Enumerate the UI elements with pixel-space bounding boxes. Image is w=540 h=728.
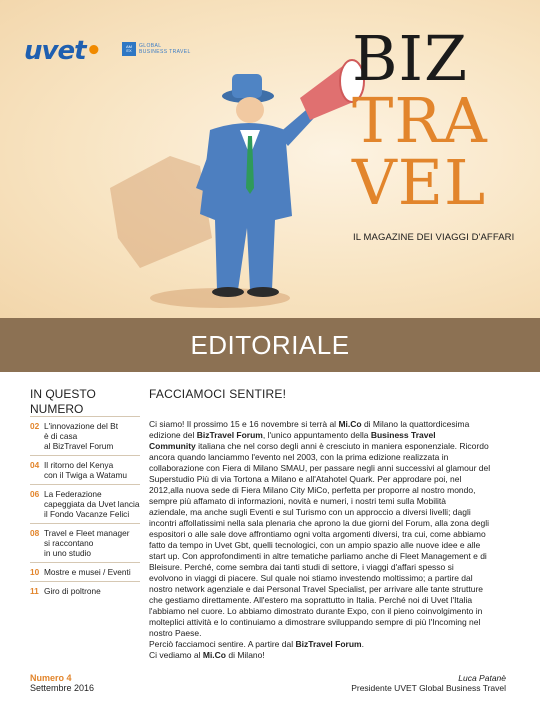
signature xyxy=(351,673,506,693)
toc-item-label: Mostre e musei / Eventi xyxy=(44,567,131,577)
toc-page-number: 02 xyxy=(30,421,40,431)
gbt-line-1: GLOBAL xyxy=(139,43,162,49)
issue-info xyxy=(30,673,94,693)
issue-date: Settembre 2016 xyxy=(30,683,95,693)
toc-item-label: Travel e Fleet manager xyxy=(44,528,130,538)
megaphone-man-illustration xyxy=(100,38,365,316)
toc-heading: IN QUESTO NUMERO xyxy=(30,387,96,416)
article-line: edizione del BizTravel Forum, l'unico appuntamento della Business Travel xyxy=(149,430,436,440)
article-line: start up. Con approfondimenti in altre tematiche parliamo anche di Fleet Management e di xyxy=(149,551,487,561)
article-body xyxy=(149,419,521,661)
toc-item-label: è di casa xyxy=(44,431,78,441)
article-line: molteplici attività e lo continuiamo a dimostrare sviluppando sempre di più l'Incoming nel xyxy=(149,617,481,627)
article-line: collaborazione con Fiera di Milano SMAU, per passare negli anni successivi al glamour del xyxy=(149,463,491,473)
cover-hero xyxy=(0,0,540,318)
toc-item[interactable] xyxy=(30,416,140,455)
toc-item[interactable] xyxy=(30,484,140,523)
toc-item-label: con il Twiga a Watamu xyxy=(44,470,128,480)
toc-list xyxy=(30,416,140,600)
issue-number: Numero 4 xyxy=(30,673,72,683)
article-line: Bleisure. Perché, come sembra dai tanti studi di settore, i viaggi d'affari spesso si xyxy=(149,562,454,572)
article-line: che gestiamo direttamente. All'estero ma soprattutto in Italia. Perché noi di Uvet l'Italia xyxy=(149,595,473,605)
article-line: fatto da tempo in Uvet Gbt, quelli tecnologici, con un ampio spazio alle nuove idee e alle xyxy=(149,540,481,550)
article-line: aziendale, ma anche sugli Eventi e sul Turismo con un approccio a diversi livelli; dagli xyxy=(149,507,471,517)
author-role: Presidente UVET Global Business Travel xyxy=(351,683,506,693)
article-line: nostro Paese. xyxy=(149,628,202,638)
article-line: incontri affollatissimi nella sala plenaria che aprono la due giorni del Forum, alla zona degli xyxy=(149,518,490,528)
article-line: 2012,alla nuova sede di Fiera Milano City MiCo, perfetta per proporre al nostro mondo, xyxy=(149,485,476,495)
toc-item[interactable] xyxy=(30,523,140,562)
article-line: espositori o alle sale dove affrontiamo ogni volta argomenti diversi, tra cui, come abbiamo xyxy=(149,529,486,539)
magazine-title-vel: VEL xyxy=(352,146,487,219)
article-line: sempre più affamato di informazioni, novità e numeri, i nostri temi sulla Mobilità xyxy=(149,496,447,506)
toc-page-number: 04 xyxy=(30,460,40,470)
toc-page-number: 11 xyxy=(30,586,39,596)
article-line: Ci vediamo al Mi.Co di Milano! xyxy=(149,650,265,660)
toc-item-label: al BizTravel Forum xyxy=(44,441,114,451)
section-banner xyxy=(0,318,540,372)
author-name: Luca Patanè xyxy=(458,673,506,683)
toc-item-label: capeggiata da Uvet lancia xyxy=(44,499,140,509)
article-line: Perciò facciamoci sentire. A partire dal BizTravel Forum. xyxy=(149,639,364,649)
article-line: Superstudio Più di via Tortona a Milano e all'Atahotel Quark. Per approdare poi, nel xyxy=(149,474,462,484)
article-line: evolvono in viaggi di piacere. Sul quale noi stiamo investendo moltissimo; a partire dal xyxy=(149,573,473,583)
toc-item-label: in uno studio xyxy=(44,548,92,558)
article-line: ancora quando lanciammo l'evento nel 2003, con la prima edizione realizzata in xyxy=(149,452,449,462)
toc-page-number: 08 xyxy=(30,528,40,538)
toc-item-label: L'innovazione del Bt xyxy=(44,421,119,431)
article-line: Ci siamo! Il prossimo 15 e 16 novembre si terrà al Mi.Co di Milano la quattordicesima xyxy=(149,419,470,429)
article-line: l'abbiamo nel cuore. Lo abbiamo dimostrato durante Expo, con il pieno coinvolgimento in xyxy=(149,606,483,616)
article-line: Community italiana che nel corso degli anni è cresciuto in maniera esponenziale. Ricordo xyxy=(149,441,489,451)
toc-item-label: il Fondo Vacanze Felici xyxy=(44,509,130,519)
gbt-line-2: BUSINESS TRAVEL xyxy=(139,49,191,55)
toc-item[interactable] xyxy=(30,562,140,581)
toc-item-label: si raccontano xyxy=(44,538,94,548)
magazine-title-tra: TRA xyxy=(352,84,488,157)
toc-item[interactable] xyxy=(30,455,140,484)
section-title: EDITORIALE xyxy=(190,329,350,360)
toc-item-label: Il ritorno del Kenya xyxy=(44,460,114,470)
toc-item-label: Giro di poltrone xyxy=(44,586,101,596)
toc-page-number: 06 xyxy=(30,489,40,499)
toc-item-label: La Federazione xyxy=(44,489,102,499)
magazine-title-biz: BIZ xyxy=(352,22,469,95)
amex-badge-icon: AM EX xyxy=(122,42,136,56)
toc-page-number: 10 xyxy=(30,567,40,577)
article-title: FACCIAMOCI SENTIRE! xyxy=(149,387,287,401)
magazine-subtitle: IL MAGAZINE DEI VIAGGI D'AFFARI xyxy=(353,232,515,243)
article-line: nostro network agenziale e dai Personal Travel Specialist, per arrivare alle tante strutture xyxy=(149,584,484,594)
uvet-logo: uvet• xyxy=(24,36,102,66)
toc-item[interactable] xyxy=(30,581,140,600)
